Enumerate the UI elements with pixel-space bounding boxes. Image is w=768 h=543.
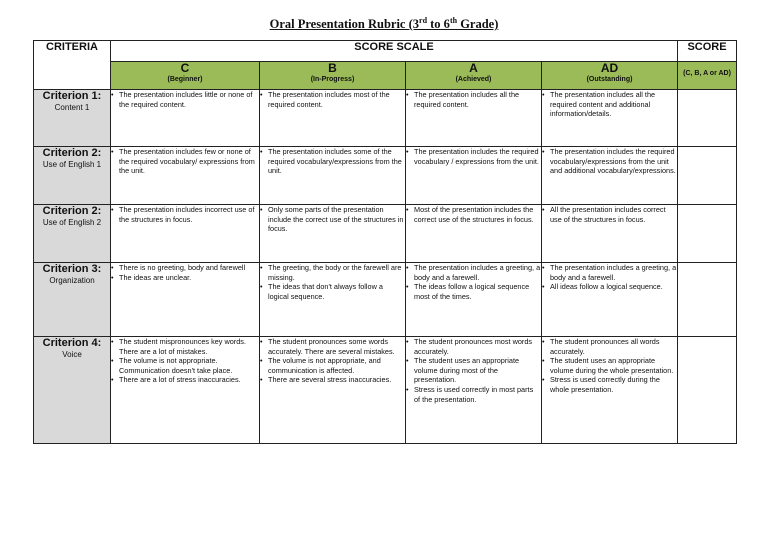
descriptor-cell: [542, 147, 678, 205]
descriptor-list: [542, 147, 677, 176]
descriptor-item: • There are several stress inaccuracies.: [260, 375, 405, 385]
criterion-row: [34, 337, 737, 444]
descriptor-item: • The student uses an appropriate volume during most of the presentation.: [406, 356, 541, 385]
level-c: C (Beginner): [111, 62, 260, 90]
score-input-cell[interactable]: [678, 147, 737, 205]
descriptor-list: [406, 90, 541, 109]
descriptor-item: • Most of the presentation includes the correct use of the structures in focus.: [406, 205, 541, 224]
descriptor-item: • The presentation includes most of the required content.: [260, 90, 405, 109]
descriptor-item: • The ideas follow a logical sequence most of the times.: [406, 282, 541, 301]
descriptor-list: [111, 205, 259, 224]
descriptor-item: • The student mispronounces key words. There are a lot of mistakes.: [111, 337, 259, 356]
descriptor-item: • There is no greeting, body and farewell: [111, 263, 259, 273]
descriptor-list: [260, 205, 405, 234]
descriptor-list: [260, 263, 405, 301]
descriptor-item: • All ideas follow a logical sequence.: [542, 282, 677, 292]
criterion-label: [34, 147, 111, 205]
descriptor-item: • The presentation includes a greeting, a body and a farewell.: [406, 263, 541, 282]
criterion-subtitle: Organization: [49, 276, 95, 285]
criterion-title: Criterion 2:: [42, 205, 102, 217]
descriptor-cell: [260, 90, 406, 147]
descriptor-item: • The presentation includes incorrect use of the structures in focus.: [111, 205, 259, 224]
descriptor-list: [111, 90, 259, 109]
criterion-title: Criterion 2:: [42, 147, 102, 159]
criterion-row: [34, 90, 737, 147]
descriptor-cell: [111, 337, 260, 444]
criterion-subtitle: Voice: [62, 350, 82, 359]
descriptor-list: [111, 337, 259, 385]
level-a: A (Achieved): [406, 62, 542, 90]
descriptor-cell: [111, 90, 260, 147]
descriptor-item: • The ideas are unclear.: [111, 273, 259, 283]
criterion-subtitle: Content 1: [54, 103, 90, 112]
criterion-title: Criterion 3:: [42, 263, 102, 275]
descriptor-list: [542, 263, 677, 292]
descriptor-cell: [406, 205, 542, 263]
level-ad: AD (Outstanding): [542, 62, 678, 90]
criterion-row: [34, 147, 737, 205]
descriptor-item: • The presentation includes all the required content.: [406, 90, 541, 109]
descriptor-list: [406, 337, 541, 404]
descriptor-list: [542, 90, 677, 119]
descriptor-list: [260, 90, 405, 109]
criterion-row: [34, 205, 737, 263]
descriptor-cell: [111, 263, 260, 337]
descriptor-cell: [111, 147, 260, 205]
criterion-row: [34, 263, 737, 337]
descriptor-cell: [406, 337, 542, 444]
descriptor-cell: [542, 90, 678, 147]
descriptor-item: • All the presentation includes correct use of the structures in focus.: [542, 205, 677, 224]
descriptor-list: [111, 263, 259, 282]
descriptor-item: • Stress is used correctly in most parts of the presentation.: [406, 385, 541, 404]
descriptor-item: • Only some parts of the presentation include the correct use of the structures in focus.: [260, 205, 405, 234]
criterion-label: [34, 90, 111, 147]
score-input-cell[interactable]: [678, 337, 737, 444]
criterion-label: [34, 337, 111, 444]
header-row: [34, 41, 737, 62]
level-row: [34, 62, 737, 90]
score-input-cell[interactable]: [678, 205, 737, 263]
criterion-subtitle: Use of English 2: [42, 218, 102, 227]
descriptor-item: • The presentation includes a greeting, a body and a farewell.: [542, 263, 677, 282]
descriptor-cell: [260, 263, 406, 337]
descriptor-list: [260, 147, 405, 176]
descriptor-list: [111, 147, 259, 176]
score-input-cell[interactable]: [678, 90, 737, 147]
descriptor-item: • The presentation includes all the required content and additional information/details.: [542, 90, 677, 119]
descriptor-list: [542, 205, 677, 224]
rubric-table: [33, 40, 737, 444]
descriptor-list: [542, 337, 677, 395]
page-title: Oral Presentation Rubric (3rd to 6th Grade): [269, 15, 499, 31]
descriptor-cell: [406, 147, 542, 205]
descriptor-cell: [260, 147, 406, 205]
criterion-subtitle: Use of English 1: [42, 160, 102, 169]
descriptor-item: • The student uses an appropriate volume during the whole presentation.: [542, 356, 677, 375]
descriptor-item: • The presentation includes the required vocabulary/expressions from the unit and additional vocabulary/expressions.: [542, 147, 677, 176]
descriptor-list: [406, 205, 541, 224]
descriptor-item: • Stress is used correctly during the whole presentation.: [542, 375, 677, 394]
descriptor-cell: [542, 337, 678, 444]
criterion-title: Criterion 1:: [42, 90, 102, 102]
score-input-cell[interactable]: [678, 263, 737, 337]
descriptor-cell: [406, 263, 542, 337]
descriptor-cell: [260, 337, 406, 444]
descriptor-list: [406, 147, 541, 166]
score-hint: (C, B, A or AD): [678, 62, 737, 90]
descriptor-item: • The presentation includes some of the required vocabulary/expressions from the unit.: [260, 147, 405, 176]
descriptor-cell: [542, 263, 678, 337]
descriptor-cell: [260, 205, 406, 263]
descriptor-cell: [406, 90, 542, 147]
descriptor-item: • The student pronounces some words accurately. There are several mistakes.: [260, 337, 405, 356]
descriptor-item: • The presentation includes little or none of the required content.: [111, 90, 259, 109]
descriptor-item: • The greeting, the body or the farewell are missing.: [260, 263, 405, 282]
descriptor-item: • The presentation includes the required vocabulary / expressions from the unit.: [406, 147, 541, 166]
descriptor-list: [260, 337, 405, 385]
descriptor-item: • The volume is not appropriate. Communication doesn't take place.: [111, 356, 259, 375]
descriptor-cell: [542, 205, 678, 263]
criterion-label: [34, 263, 111, 337]
descriptor-item: • The ideas that don't always follow a logical sequence.: [260, 282, 405, 301]
criterion-title: Criterion 4:: [42, 337, 102, 349]
score-header: SCORE: [678, 41, 737, 62]
descriptor-cell: [111, 205, 260, 263]
descriptor-item: • The presentation includes few or none of the required vocabulary/ expressions from the unit.: [111, 147, 259, 176]
criteria-header: CRITERIA: [34, 41, 111, 90]
level-b: B (In-Progress): [260, 62, 406, 90]
descriptor-item: • The student pronounces all words accurately.: [542, 337, 677, 356]
descriptor-item: • The volume is not appropriate, and communication is affected.: [260, 356, 405, 375]
descriptor-list: [406, 263, 541, 301]
criterion-label: [34, 205, 111, 263]
descriptor-item: • The student pronounces most words accurately.: [406, 337, 541, 356]
descriptor-item: • There are a lot of stress inaccuracies.: [111, 375, 259, 385]
score-scale-header: SCORE SCALE: [111, 41, 678, 62]
